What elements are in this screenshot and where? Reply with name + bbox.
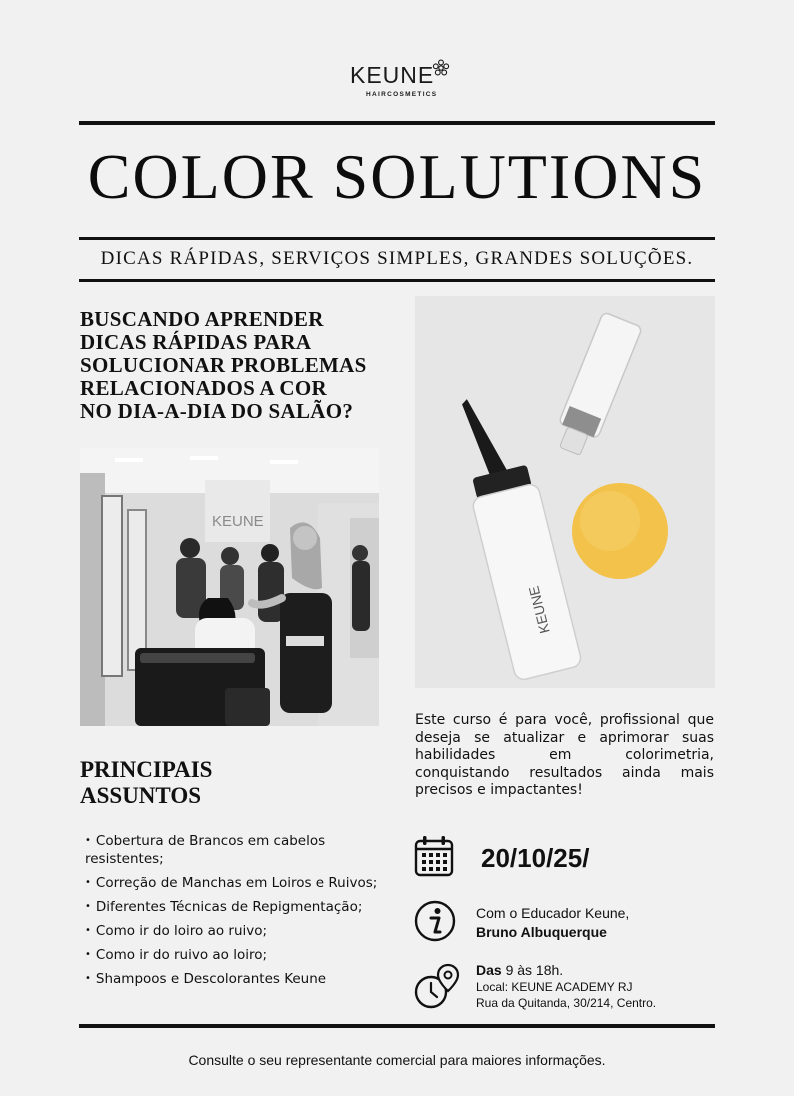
- product-photo: [415, 296, 715, 688]
- topics-list: [85, 832, 385, 994]
- topic-text: Cobertura de Brancos em cabelos resistentes;: [85, 833, 326, 867]
- info-icon: [414, 900, 456, 942]
- location-line: Local: KEUNE ACADEMY RJ: [476, 980, 633, 994]
- schedule-info: [476, 962, 656, 1011]
- top-rule: [79, 121, 715, 125]
- topic-text: Como ir do ruivo ao loiro;: [95, 947, 268, 963]
- brand-logo: [330, 56, 464, 104]
- calendar-icon: [414, 835, 454, 877]
- title-rule: [79, 237, 715, 240]
- list-item: • Como ir do ruivo ao loiro;: [85, 947, 268, 963]
- list-item: • Como ir do loiro ao ruivo;: [85, 923, 268, 939]
- topic-text: Shampoos e Descolorantes Keune: [95, 971, 327, 987]
- topic-text: Correção de Manchas em Loiros e Ruivos;: [95, 875, 378, 891]
- course-intro: Este curso é para você, profissional que deseja se atualizar e aprimorar suas habilidades em colorimetria, conquistando resultados ainda mais precisos e impactantes!: [415, 712, 714, 798]
- location-clock-icon: [414, 963, 460, 1013]
- address-line: Rua da Quitanda, 30/214, Centro.: [476, 996, 657, 1010]
- bottom-rule: [79, 1024, 715, 1028]
- page-title: COLOR SOLUTIONS: [87, 141, 707, 212]
- hook-question: [80, 308, 390, 423]
- brand-name: KEUNE: [350, 62, 435, 88]
- topic-text: Como ir do loiro ao ruivo;: [95, 923, 268, 939]
- footer-note: Consulte o seu representante comercial para maiores informações.: [188, 1052, 606, 1068]
- salon-sign: KEUNE: [212, 513, 264, 530]
- list-item: • Cobertura de Brancos em cabelos resistentes;: [85, 833, 326, 867]
- brand-tagline: HAIRCOSMETICS: [366, 91, 438, 98]
- list-item: • Shampoos e Descolorantes Keune: [85, 971, 327, 987]
- topics-heading-line: PRINCIPAIS: [80, 757, 213, 782]
- question-line: BUSCANDO APRENDER: [80, 307, 324, 331]
- question-line: RELACIONADOS A COR: [80, 376, 327, 400]
- page-subtitle: DICAS RÁPIDAS, SERVIÇOS SIMPLES, GRANDES SOLUÇÕES.: [100, 248, 694, 269]
- subtitle-rule: [79, 279, 715, 282]
- hours-line: [476, 962, 656, 979]
- question-line: SOLUCIONAR PROBLEMAS: [80, 353, 367, 377]
- question-line: NO DIA-A-DIA DO SALÃO?: [80, 399, 354, 423]
- salon-photo: [80, 448, 379, 726]
- list-item: • Diferentes Técnicas de Repigmentação;: [85, 899, 363, 915]
- list-item: • Correção de Manchas em Loiros e Ruivos;: [85, 875, 378, 891]
- topic-text: Diferentes Técnicas de Repigmentação;: [95, 899, 363, 915]
- bottle-label: KEUNE: [525, 584, 553, 636]
- question-line: DICAS RÁPIDAS PARA: [80, 330, 312, 354]
- hours-prefix: Das: [476, 962, 502, 978]
- hours-value: 9 às 18h.: [501, 962, 564, 978]
- topics-heading: [80, 757, 212, 809]
- topics-heading-line: ASSUNTOS: [80, 783, 202, 808]
- flower-icon: [431, 58, 451, 78]
- educator-info: [476, 904, 629, 942]
- event-date: 20/10/25/: [481, 843, 590, 873]
- educator-name: Bruno Albuquerque: [476, 924, 607, 940]
- educator-prefix: Com o Educador Keune,: [476, 905, 630, 921]
